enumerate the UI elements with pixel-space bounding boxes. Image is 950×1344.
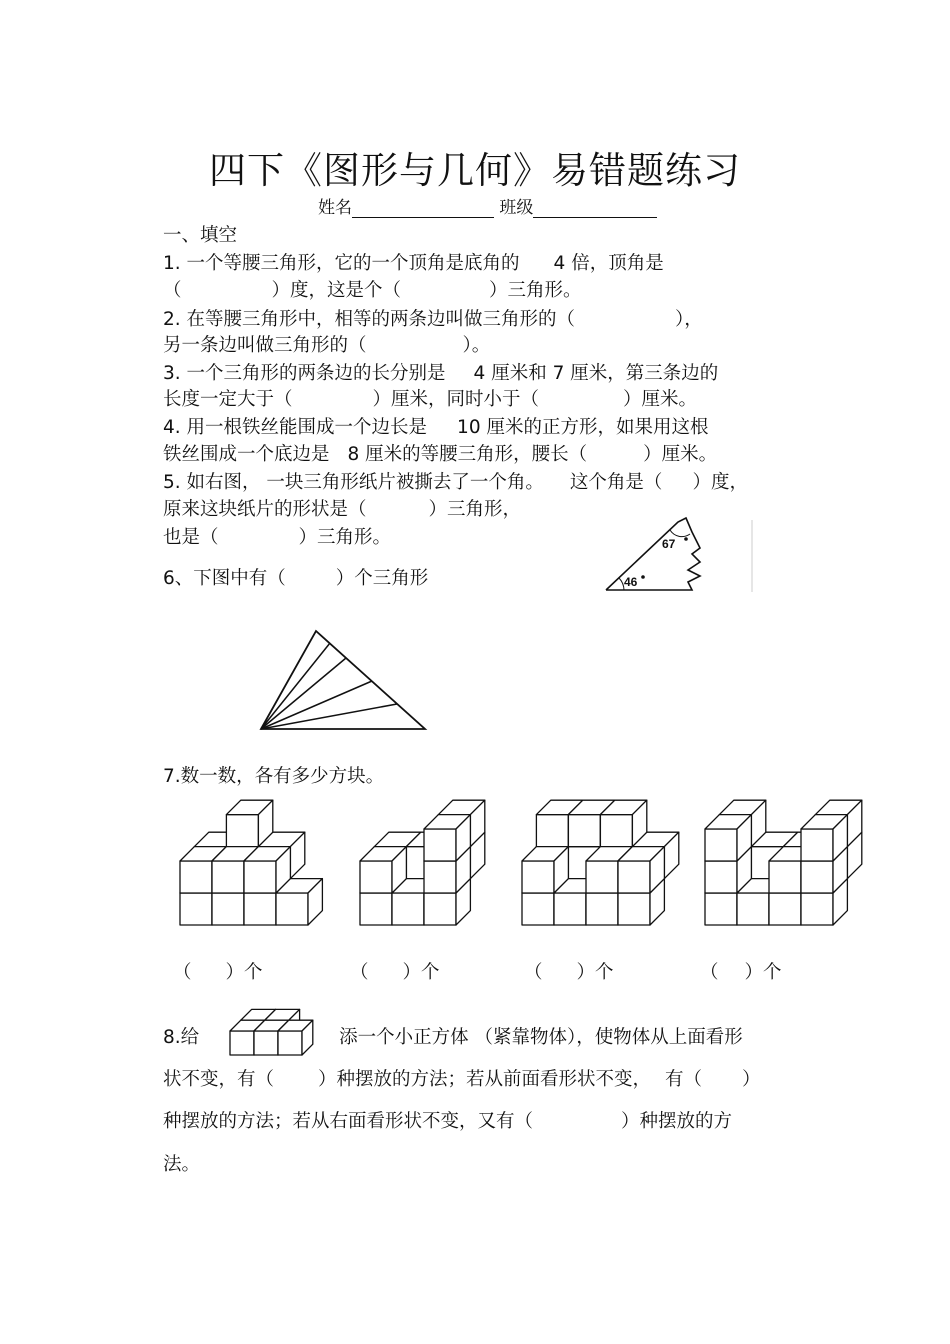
cube-face <box>769 893 801 925</box>
cube-face <box>618 893 650 925</box>
question-1-line-1: 1. 一个等腰三角形，它的一个顶角是底角的 4 倍，顶角是 <box>163 253 664 274</box>
cube-face <box>705 829 737 861</box>
question-8-line-4: 法。 <box>163 1154 201 1175</box>
cube-face <box>226 815 258 847</box>
answer-count-2: （ ）个 <box>350 962 440 983</box>
cube-face <box>230 1031 254 1055</box>
cube-face <box>522 861 554 893</box>
cube-face <box>586 893 618 925</box>
cube-face <box>244 893 276 925</box>
cube-face <box>586 861 618 893</box>
cube-face <box>705 893 737 925</box>
class-blank[interactable] <box>533 199 657 218</box>
question-4-line-1: 4. 用一根铁丝能围成一个边长是 10 厘米的正方形，如果用这根 <box>163 417 709 438</box>
name-blank[interactable] <box>352 199 494 218</box>
torn-triangle-figure <box>600 512 760 598</box>
question-5-line-1: 5. 如右图， 一块三角形纸片被撕去了一个角。 这个角是（ ）度， <box>163 472 748 493</box>
cube-face <box>254 1031 278 1055</box>
question-4-line-2: 铁丝围成一个底边是 8 厘米的等腰三角形，腰长（ ）厘米。 <box>163 444 718 465</box>
answer-count-3: （ ）个 <box>524 962 614 983</box>
section-heading: 一、填空 <box>163 225 238 246</box>
cube-face <box>600 815 632 847</box>
cube-face <box>769 861 801 893</box>
cube-stack-3 <box>520 795 675 928</box>
question-5-line-2: 原来这块纸片的形状是（ ）三角形， <box>163 499 522 520</box>
student-info-line <box>318 193 657 218</box>
question-6: 6、下图中有（ ）个三角形 <box>163 568 429 589</box>
name-label: 姓名 <box>318 198 352 218</box>
page-title: 四下《图形与几何》易错题练习 <box>209 149 741 192</box>
cube-face <box>568 815 600 847</box>
cube-face <box>278 1031 302 1055</box>
question-3-line-1: 3. 一个三角形的两条边的长分别是 4 厘米和 7 厘米，第三条边的 <box>163 363 719 384</box>
cube-face <box>705 861 737 893</box>
cube-stack-1 <box>178 810 313 928</box>
question-8-line-2: 状不变，有（ ）种摆放的方法；若从前面看形状不变， 有（ ） <box>163 1069 761 1090</box>
cube-face <box>180 861 212 893</box>
three-cube-row-figure <box>228 1012 316 1058</box>
cube-face <box>392 893 424 925</box>
class-label: 班级 <box>499 198 534 218</box>
cube-stack-2 <box>358 810 493 928</box>
answer-count-4: （ ）个 <box>700 962 782 983</box>
cube-face <box>212 893 244 925</box>
angle-label-top: 67 <box>662 537 676 551</box>
fan-triangle-figure <box>255 625 430 735</box>
question-8-line-3: 种摆放的方法；若从右面看形状不变，又有（ ）种摆放的方 <box>163 1111 733 1132</box>
cube-face <box>424 861 456 893</box>
cube-face <box>554 893 586 925</box>
cube-face <box>424 829 456 861</box>
cube-face <box>424 893 456 925</box>
question-2-line-2: 另一条边叫做三角形的（ ）。 <box>163 335 491 356</box>
question-3-line-2: 长度一定大于（ ）厘米，同时小于（ ）厘米。 <box>163 389 698 410</box>
angle-label-left: 46 <box>624 575 638 589</box>
answer-count-1: （ ）个 <box>173 962 263 983</box>
cube-face <box>737 893 769 925</box>
cube-face <box>180 893 212 925</box>
cube-face <box>360 893 392 925</box>
cube-stack-4 <box>703 795 838 928</box>
question-2-line-1: 2. 在等腰三角形中，相等的两条边叫做三角形的（ ）， <box>163 309 703 330</box>
question-8-line-1: 8.给 添一个小正方体 （紧靠物体），使物体从上面看形 <box>163 1027 743 1048</box>
cube-face <box>801 893 833 925</box>
cube-face <box>244 861 276 893</box>
cube-face <box>618 861 650 893</box>
cube-face <box>536 815 568 847</box>
question-5-line-3: 也是（ ）三角形。 <box>163 527 392 548</box>
cube-face <box>276 893 308 925</box>
cube-face <box>212 861 244 893</box>
cube-face <box>360 861 392 893</box>
question-1-line-2: （ ）度，这是个（ ）三角形。 <box>163 280 582 301</box>
cube-face <box>801 829 833 861</box>
cube-face <box>801 861 833 893</box>
question-7: 7.数一数，各有多少方块。 <box>163 766 385 787</box>
cube-face <box>522 893 554 925</box>
